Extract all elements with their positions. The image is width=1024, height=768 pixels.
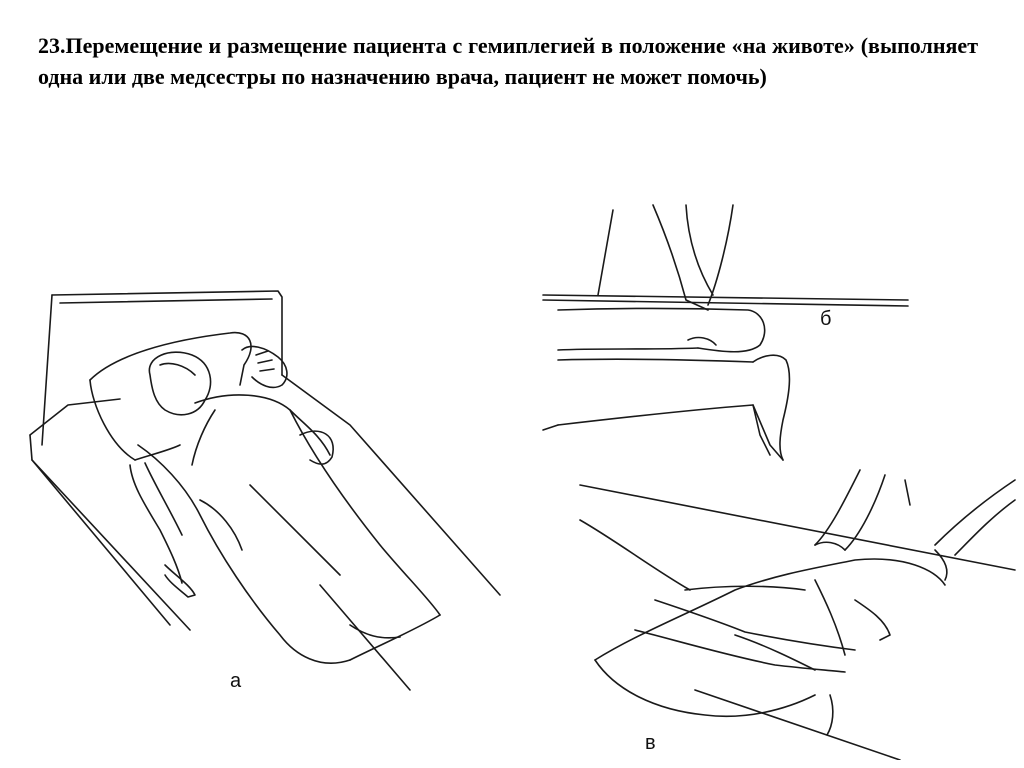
illustration-v-rolling-patient [575,460,1020,760]
illustration-a-patient-prone [20,285,520,705]
figure-label-a: а [230,670,242,692]
figure-label-v: в [645,732,656,754]
figure-label-b: б [820,308,832,330]
illustration-v-drawing [575,460,1020,760]
illustration-b-legs-crossed [538,200,928,470]
illustration-b-drawing [538,200,928,470]
illustration-a-drawing [20,285,520,705]
page-title: 23.Перемещение и размещение пациента с гемиплегией в положение «на животе» (выполняет одна или две медсестры по назначению врача, пациент не может помочь) [38,33,978,89]
